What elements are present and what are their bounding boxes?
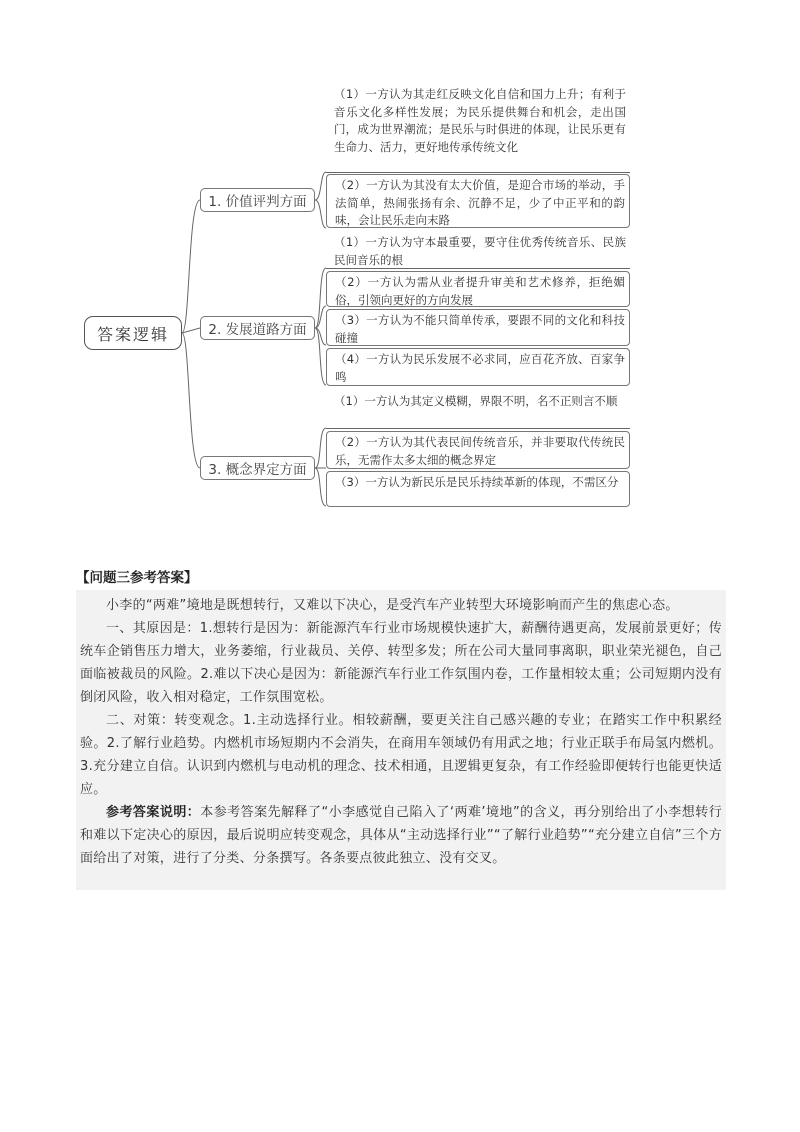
mindmap-root: 答案逻辑 bbox=[84, 316, 182, 350]
mindmap-leaf: （4）一方认为民乐发展不必求同，应百花齐放、百家争鸣 bbox=[326, 348, 630, 386]
mindmap-leaf: （3）一方认为不能只简单传承，要跟不同的文化和科技碰撞 bbox=[326, 309, 630, 346]
answer-paragraph: 二、对策：转变观念。1.主动选择行业。相较薪酬，要更关注自己感兴趣的专业；在踏实工作中积累经验。2.了解行业趋势。内燃机市场短期内不会消失，在商用车领域仍有用武之地；行业正联手布局氢内燃机。3.充分建立自信。认识到内燃机与电动机的理念、技术相通，且逻辑更复杂，有工作经验即便转行也能更快适应。 bbox=[80, 713, 722, 797]
mindmap-leaf: （1）一方认为守本最重要，要守住优秀传统音乐、民族民间音乐的根 bbox=[326, 232, 630, 269]
mindmap-leaf: （2）一方认为需从业者提升审美和艺术修养，拒绝媚俗，引领向更好的方向发展 bbox=[326, 271, 630, 307]
mindmap-leaf: （2）一方认为其没有太大价值，是迎合市场的举动，手法简单，热闹张扬有余、沉静不足，少了中正平和的韵味，会让民乐走向末路 bbox=[326, 174, 630, 228]
answer-note-text: 本参考答案先解释了“小李感觉自己陷入了‘两难’境地”的含义，再分别给出了小李想转行和难以下定决心的原因，最后说明应转变观念，具体从“主动选择行业”“了解行业趋势”“充分建立自信”三个方面给出了对策，进行了分类、分条撰写。各条要点彼此独立、没有交叉。 bbox=[80, 805, 722, 866]
mindmap-branch-development: 2. 发展道路方面 bbox=[200, 316, 315, 340]
mindmap-branch-value: 1. 价值评判方面 bbox=[200, 188, 315, 212]
section-title: 【问题三参考答案】 bbox=[76, 570, 198, 586]
mindmap-leaf: （2）一方认为其代表民间传统音乐，并非要取代传统民乐，无需作太多太细的概念界定 bbox=[326, 431, 630, 469]
answer-block bbox=[76, 590, 726, 890]
mindmap-branch-definition: 3. 概念界定方面 bbox=[200, 456, 315, 480]
answer-note bbox=[80, 801, 722, 870]
mindmap-leaf: （1）一方认为其定义模糊，界限不明，名不正则言不顺 bbox=[326, 391, 630, 429]
answer-note-label: 参考答案说明： bbox=[106, 805, 201, 820]
answer-paragraph: 一、其原因是：1.想转行是因为：新能源汽车行业市场规模快速扩大，薪酬待遇更高，发展前景更好；传统车企销售压力增大，业务萎缩，行业裁员、关停、转型多发；所在公司大量同事离职，职业荣光褪色，自己面临被裁员的风险。2.难以下决心是因为：新能源汽车行业工作氛围内卷，工作量相较太重；公司短期内没有倒闭风险，收入相对稳定，工作氛围宽松。 bbox=[80, 621, 722, 705]
mindmap-leaf: （1）一方认为其走红反映文化自信和国力上升；有利于音乐文化多样性发展；为民乐提供舞台和机会，走出国门，成为世界潮流；是民乐与时俱进的体现，让民乐更有生命力、活力，更好地传承传统文化 bbox=[326, 84, 630, 173]
answer-paragraph: 小李的“两难”境地是既想转行，又难以下决心，是受汽车产业转型大环境影响而产生的焦虑心态。 bbox=[106, 598, 679, 613]
mindmap-leaf: （3）一方认为新民乐是民乐持续革新的体现，不需区分 bbox=[326, 471, 630, 507]
